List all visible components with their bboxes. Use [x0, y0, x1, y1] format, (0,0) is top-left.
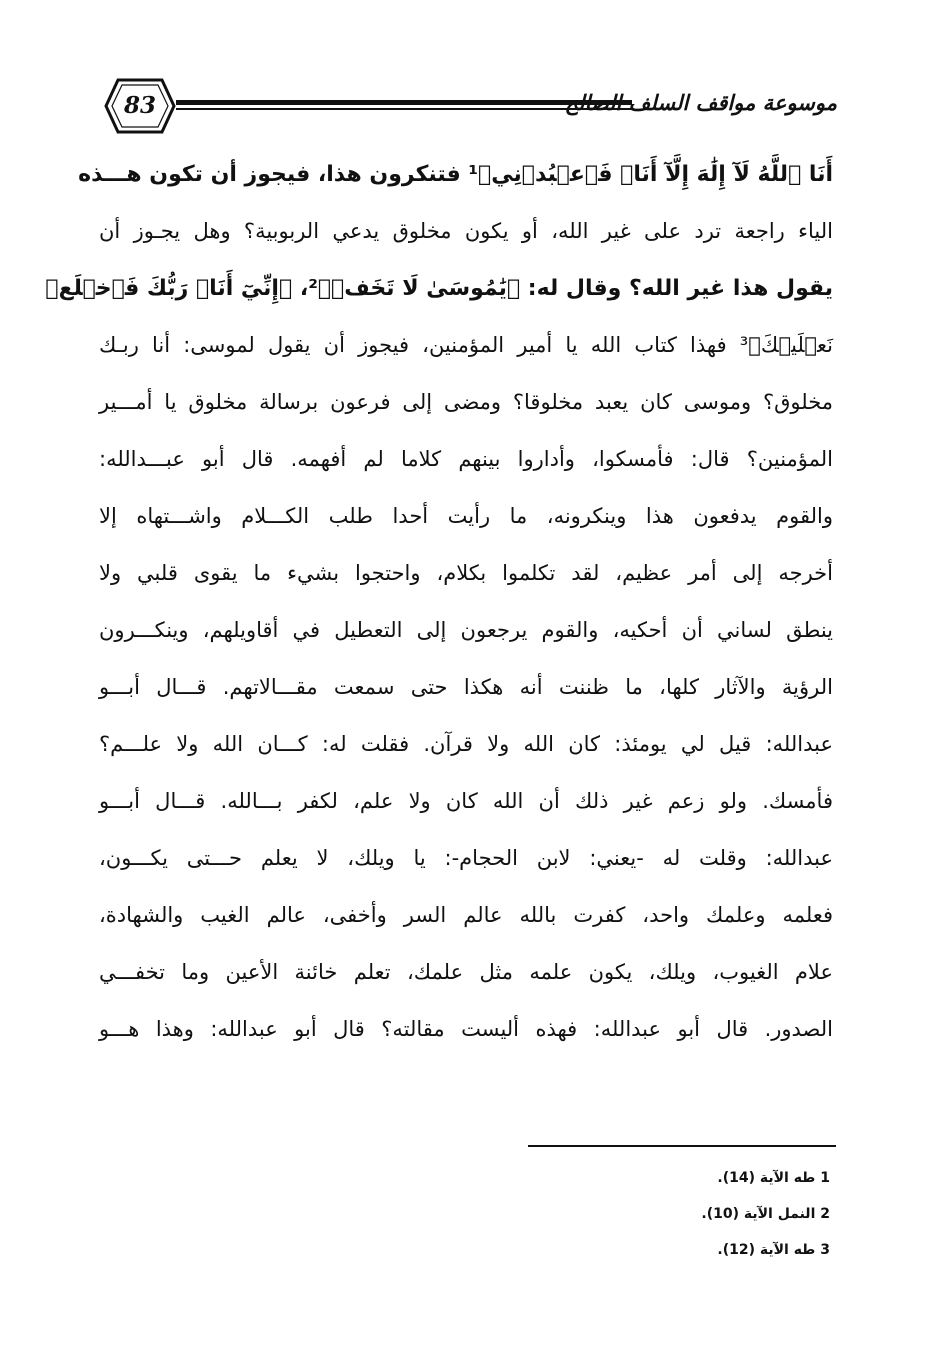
body-line: نَعۡلَيۡكَ﴾³ فهذا كتاب الله يا أمير المؤمنين، فيجوز أن يقول لموسى: أنا ربـك: [99, 333, 833, 357]
footnote: 2 النمل الآية (10).: [701, 1206, 830, 1222]
footnote: 3 طه الآية (12).: [717, 1242, 830, 1258]
body-line: يقول هذا غير الله؟ وقال له: ﴿يَٰمُوسَىٰ لَا تَخَفۡ﴾²، ﴿إِنِّيٓ أَنَا۠ رَبُّكَ فَٱخۡلَعۡ: [45, 276, 833, 301]
book-title: موسوعة مواقف السلف الصالح: [564, 91, 837, 115]
page-number: 83: [123, 92, 156, 119]
page-header: [92, 70, 837, 154]
footnotes: [500, 1160, 830, 1268]
body-text: [45, 146, 833, 1058]
body-line: مخلوق؟ وموسى كان يعبد مخلوقا؟ ومضى إلى فرعون برسالة مخلوق يا أمـــير: [99, 390, 833, 414]
body-line: فأمسك. ولو زعم غير ذلك أن الله كان ولا علم، لكفر بـــالله. قـــال أبـــو: [99, 789, 833, 813]
body-line: عبدالله: قيل لي يومئذ: كان الله ولا قرآن. فقلت له: كـــان الله ولا علـــم؟: [99, 732, 833, 756]
body-line: المؤمنين؟ قال: فأمسكوا، وأداروا بينهم كلاما لم أفهمه. قال أبو عبـــدالله:: [99, 447, 833, 471]
body-line: عبدالله: وقلت له -يعني: لابن الحجام-: يا ويلك، لا يعلم حـــتى يكـــون،: [99, 846, 833, 870]
header-rule-thick: [176, 100, 632, 105]
body-line: الرؤية والآثار كلها، ما ظننت أنه هكذا حتى سمعت مقـــالاتهم. قـــال أبـــو: [99, 675, 833, 699]
page-number-badge: [104, 76, 176, 136]
body-line: أخرجه إلى أمر عظيم، لقد تكلموا بكلام، واحتجوا بشيء ما يقوى قلبي ولا: [99, 561, 833, 585]
body-line: ينطق لساني أن أحكيه، والقوم يرجعون إلى التعطيل في أقاويلهم، وينكـــرون: [99, 618, 833, 642]
body-line: فعلمه وعلمك واحد، كفرت بالله عالم السر وأخفى، عالم الغيب والشهادة،: [99, 903, 833, 927]
body-line: أَنَا ٱللَّهُ لَآ إِلَٰهَ إِلَّآ أَنَا۠ فَٱعۡبُدۡنِي﴾¹ فتنكرون هذا، فيجوز أن تكون هـــذه: [78, 162, 833, 187]
body-line: الصدور. قال أبو عبدالله: فهذه أليست مقالته؟ قال أبو عبدالله: وهذا هـــو: [99, 1017, 833, 1041]
body-line: والقوم يدفعون هذا وينكرونه، ما رأيت أحدا طلب الكـــلام واشـــتهاه إلا: [99, 504, 833, 528]
footnote: 1 طه الآية (14).: [717, 1170, 830, 1186]
header-rule-thin: [176, 108, 632, 110]
body-line: علام الغيوب، ويلك، يكون علمه مثل علمك، تعلم خائنة الأعين وما تخفـــي: [99, 960, 833, 984]
footnote-separator: [528, 1145, 836, 1147]
body-line: الياء راجعة ترد على غير الله، أو يكون مخلوق يدعي الربوبية؟ وهل يجـوز أن: [99, 219, 833, 243]
